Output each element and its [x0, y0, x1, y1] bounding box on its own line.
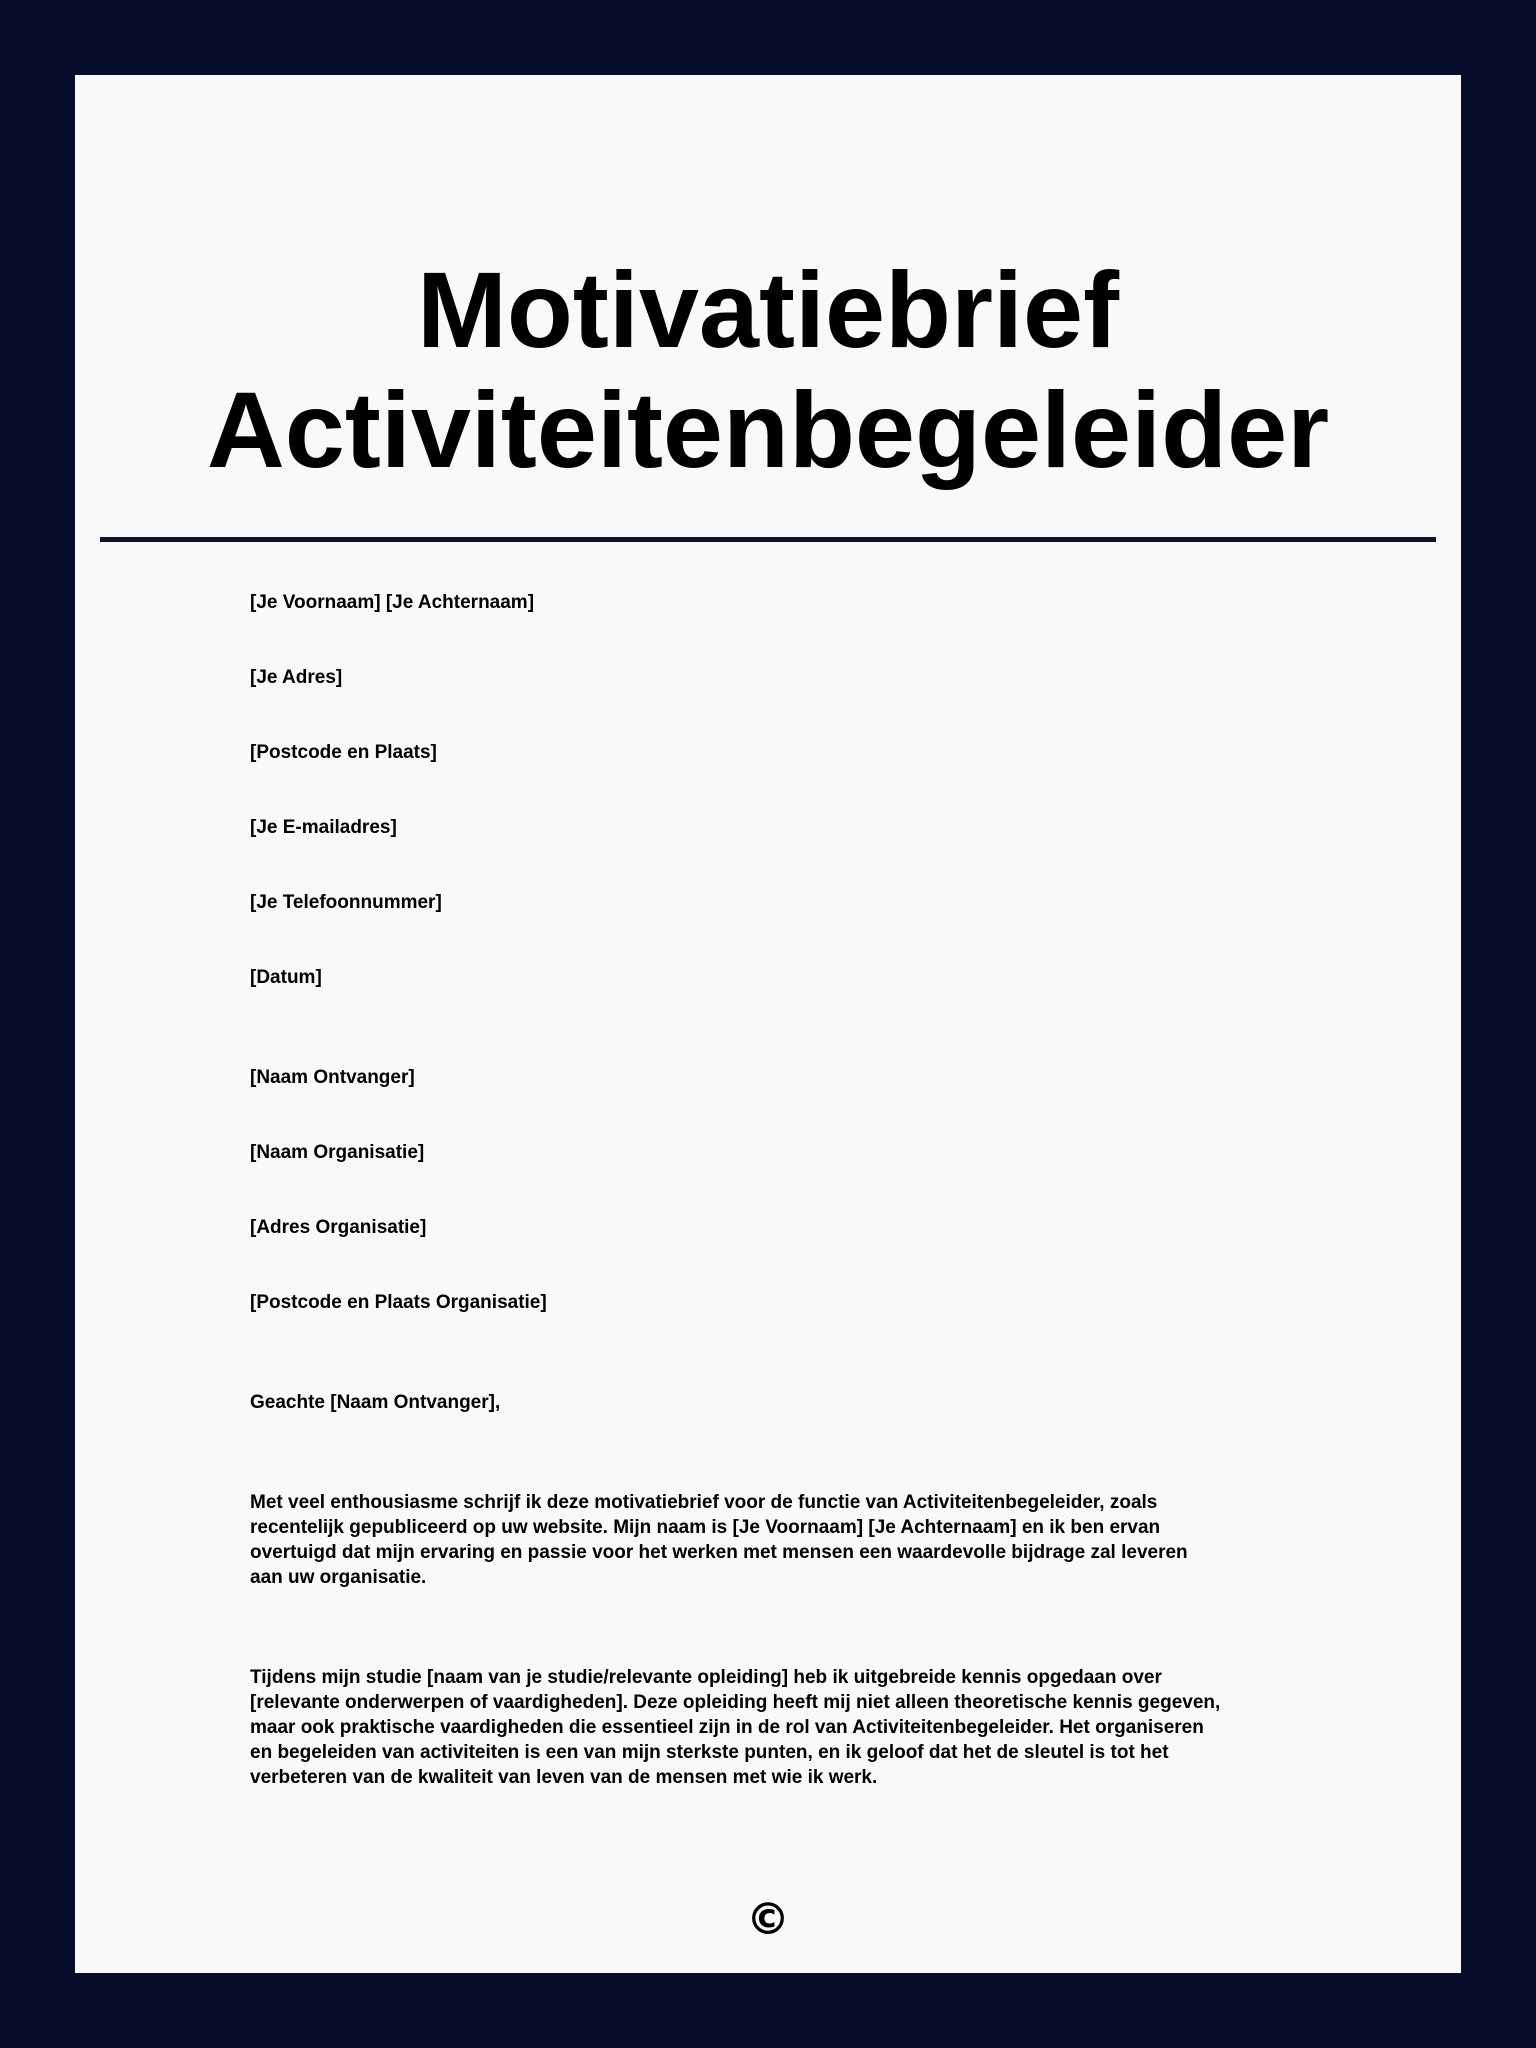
paragraph-line: verbeteren van de kwaliteit van leven van de mensen met wie ik werk.: [250, 1767, 878, 1788]
paragraph-line: Met veel enthousiasme schrijf ik deze motivatiebrief voor de functie van Activiteitenbegeleider, zoals: [250, 1492, 1158, 1513]
paragraph-line: Tijdens mijn studie [naam van je studie/relevante opleiding] heb ik uitgebreide kennis opgedaan over: [250, 1667, 1162, 1688]
paragraph-line: recentelijk gepubliceerd op uw website. Mijn naam is [Je Voornaam] [Je Achternaam] en ik ben ervan: [250, 1517, 1161, 1538]
sender-phone: [Je Telefoonnummer]: [250, 892, 442, 913]
paragraph-line: [relevante onderwerpen of vaardigheden]. Deze opleiding heeft mij niet alleen theoretische kennis gegeven,: [250, 1692, 1221, 1713]
paragraph-line: overtuigd dat mijn ervaring en passie voor het werken met mensen een waardevolle bijdrage zal leveren: [250, 1542, 1188, 1563]
paragraph-line: maar ook praktische vaardigheden die essentieel zijn in de rol van Activiteitenbegeleider. Het organiseren: [250, 1717, 1204, 1738]
recipient-organisation: [Naam Organisatie]: [250, 1142, 425, 1163]
letter-page: [75, 75, 1461, 1973]
page-title: [75, 250, 1461, 490]
letter-date: [Datum]: [250, 967, 322, 988]
paragraph-line: aan uw organisatie.: [250, 1567, 427, 1588]
page-title-line-2: Activiteitenbegeleider: [206, 369, 1330, 490]
paragraph-line: en begeleiden van activiteiten is een van mijn sterkste punten, en ik geloof dat het de sleutel is tot het: [250, 1742, 1169, 1763]
recipient-name: [Naam Ontvanger]: [250, 1067, 415, 1088]
sender-email: [Je E-mailadres]: [250, 817, 397, 838]
salutation: Geachte [Naam Ontvanger],: [250, 1392, 501, 1413]
sender-name: [Je Voornaam] [Je Achternaam]: [250, 592, 535, 613]
recipient-address: [Adres Organisatie]: [250, 1217, 427, 1238]
copyright-icon: ©: [746, 1894, 790, 1945]
recipient-postal-city: [Postcode en Plaats Organisatie]: [250, 1292, 547, 1313]
paragraph-education: [250, 1665, 1270, 1790]
title-divider: [100, 537, 1436, 542]
sender-address: [Je Adres]: [250, 667, 343, 688]
sender-postal-city: [Postcode en Plaats]: [250, 742, 437, 763]
page-title-line-1: Motivatiebrief: [416, 249, 1120, 370]
paragraph-intro: [250, 1490, 1270, 1590]
